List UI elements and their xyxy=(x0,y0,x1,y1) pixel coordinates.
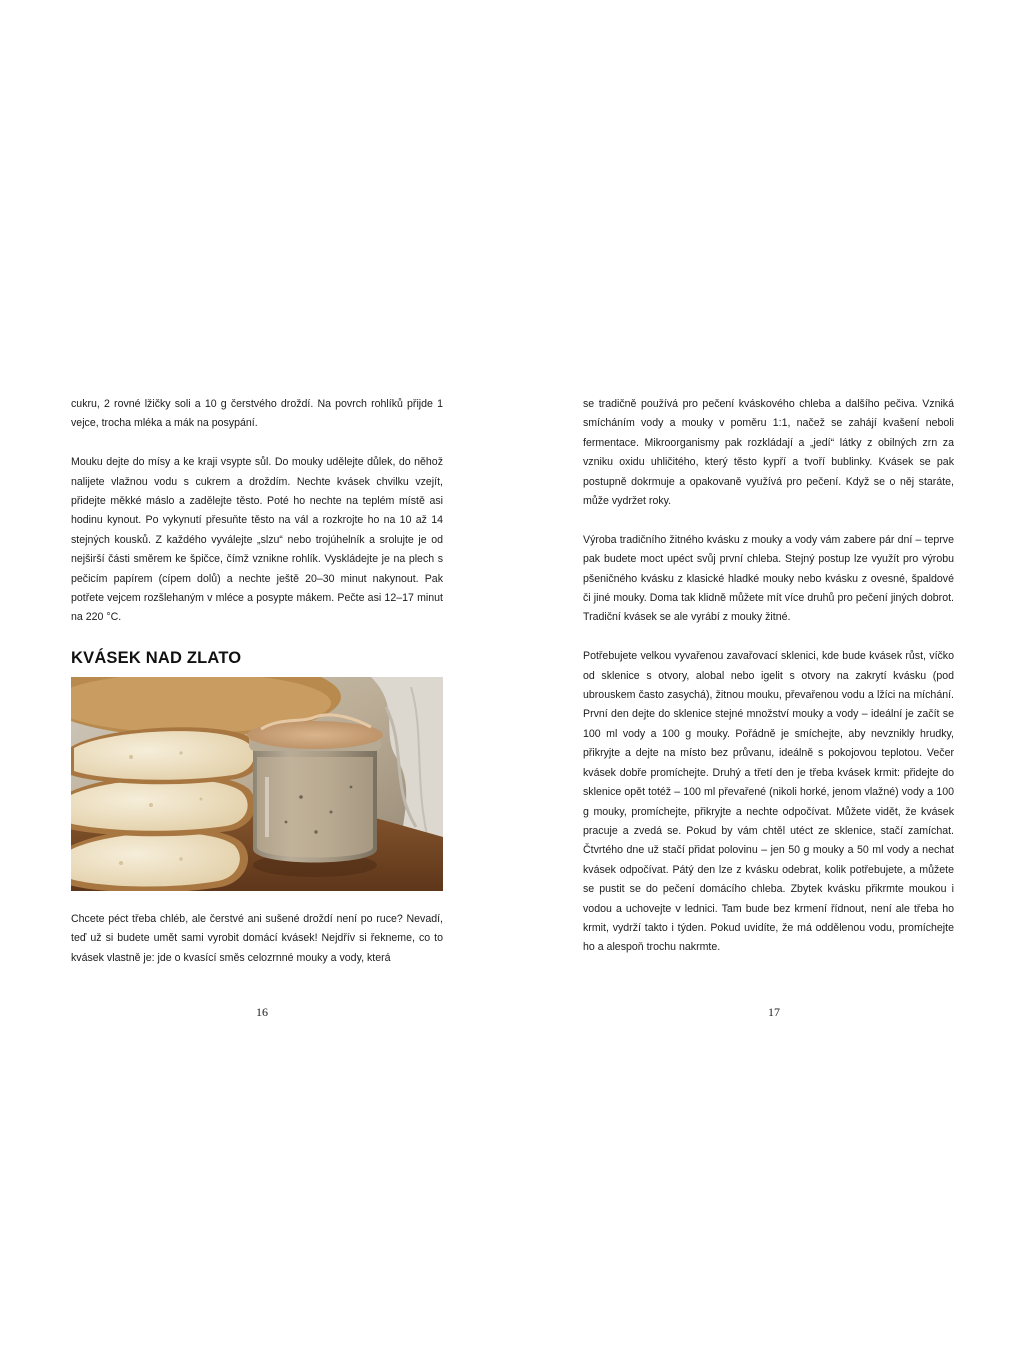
sourdough-photo xyxy=(71,677,443,891)
left-page xyxy=(71,395,443,968)
right-paragraph-2: Výroba tradičního žitného kvásku z mouky a vody vám zabere pár dní – teprve pak budete moct upéct svůj první chleba. Stejný postup lze využít pro výrobu pšeničného kvásku z klasické hladké mouky nebo kvásku z ovesné, špaldové či jiné mouky. Doma tak klidně můžete mít více druhů pro pečení jiných dobrot. Tradiční kvásek se ale vyrábí z mouky žitné. xyxy=(583,533,954,624)
left-paragraph-1: cukru, 2 rovné lžičky soli a 10 g čerstvého droždí. Na povrch rohlíků přijde 1 vejce, trocha mléka a mák na posypání. xyxy=(71,398,443,430)
section-heading: KVÁSEK NAD ZLATO xyxy=(71,648,242,667)
page-number-left: 16 xyxy=(256,1005,268,1019)
right-paragraph-1: se tradičně používá pro pečení kváskového chleba a dalšího pečiva. Vzniká smícháním vody a mouky v poměru 1:1, načež se zahájí kvašení neboli fermentace. Mikroorganismy pak rozkládají a „jedí“ látky z obilných zrn za vzniku oxidu uhličitého, který těsto kypří a tvoří bublinky. Kvásek se pak postupně dokrmuje a opakovaně využívá pro pečení. Když se o něj staráte, může vydržet roky. xyxy=(583,398,954,508)
right-page xyxy=(583,395,954,958)
paragraph-gap xyxy=(583,628,954,647)
left-paragraph-3: Chcete péct třeba chléb, ale čerstvé ani sušené droždí není po ruce? Nevadí, teď už si budete umět sami vyrobit domácí kvásek! Nejdřív si řekneme, co to kvásek vlastně je: jde o kvasící směs celozrnné mouky a vody, která xyxy=(71,912,443,964)
paragraph-gap xyxy=(71,434,443,453)
paragraph-gap xyxy=(583,511,954,530)
left-paragraph-2: Mouku dejte do mísy a ke kraji vsypte sůl. Do mouky udělejte důlek, do něhož nalijete vlažnou vodu s cukrem a droždím. Nechte kvásek chvilku vzejít, přidejte měkké máslo a zadělejte těsto. Poté ho nechte na teplém místě asi hodinu kynout. Po vykynutí přesuňte těsto na vál a rozkrojte ho na 10 až 14 stejných kousků. Z každého vyválejte „slzu“ nebo trojúhelník a srolujte je od nejširší části směrem ke špičce, čímž vznikne rohlík. Vyskládejte je na plech s pečicím papírem (cípem dolů) a nechte ještě 20–30 minut nakynout. Pak potřete vejcem rozšlehaným v mléce a posypte mákem. Pečte asi 12–17 minut na 220 °C. xyxy=(71,456,443,624)
sourdough-jar-and-bread-photo xyxy=(71,677,443,891)
page-number-right: 17 xyxy=(768,1005,780,1019)
right-paragraph-3: Potřebujete velkou vyvařenou zavařovací sklenici, kde bude kvásek růst, víčko od sklenice s otvory, alobal nebo igelit s otvory na zakrytí kvásku (pod ubrouskem často zasychá), žitnou mouku, převařenou vodu a lžíci na míchání. První den dejte do sklenice stejné množství mouky a vody – ideální je začít se 100 ml vody a 100 g mouky. Pořádně je smíchejte, aby nevznikly hrudky, přikryjte a dejte na místo bez průvanu, ideálně s pokojovou teplotou. Večer kvásek dobře promíchejte. Druhý a třetí den je třeba kvásek krmit: přidejte do sklenice opět totéž – 100 ml převařené (nikoli horké, jenom vlažné) vody a 100 g mouky, promíchejte, přikryjte a nechte odpočívat. Můžete vidět, že kvásek pracuje a zvedá se. Pokud by vám chtěl utéct ze sklenice, stačí zamíchat. Čtvrtého dne už stačí přidat polovinu – jen 50 g mouky a 50 ml vody a nechat kvásek odpočívat. Pátý den lze z kvásku odebrat, kolik potřebujete, a můžete se pustit se do pečení domácího chleba. Zbytek kvásku přikrmte moukou i vodou a uchovejte v lednici. Tam bude bez krmení řídnout, není ale třeba ho krmit, vydrží takto i týden. Pokud uvidíte, že má oddělenou vodu, promíchejte ho a alespoň trochu nakrmte. xyxy=(583,650,954,954)
